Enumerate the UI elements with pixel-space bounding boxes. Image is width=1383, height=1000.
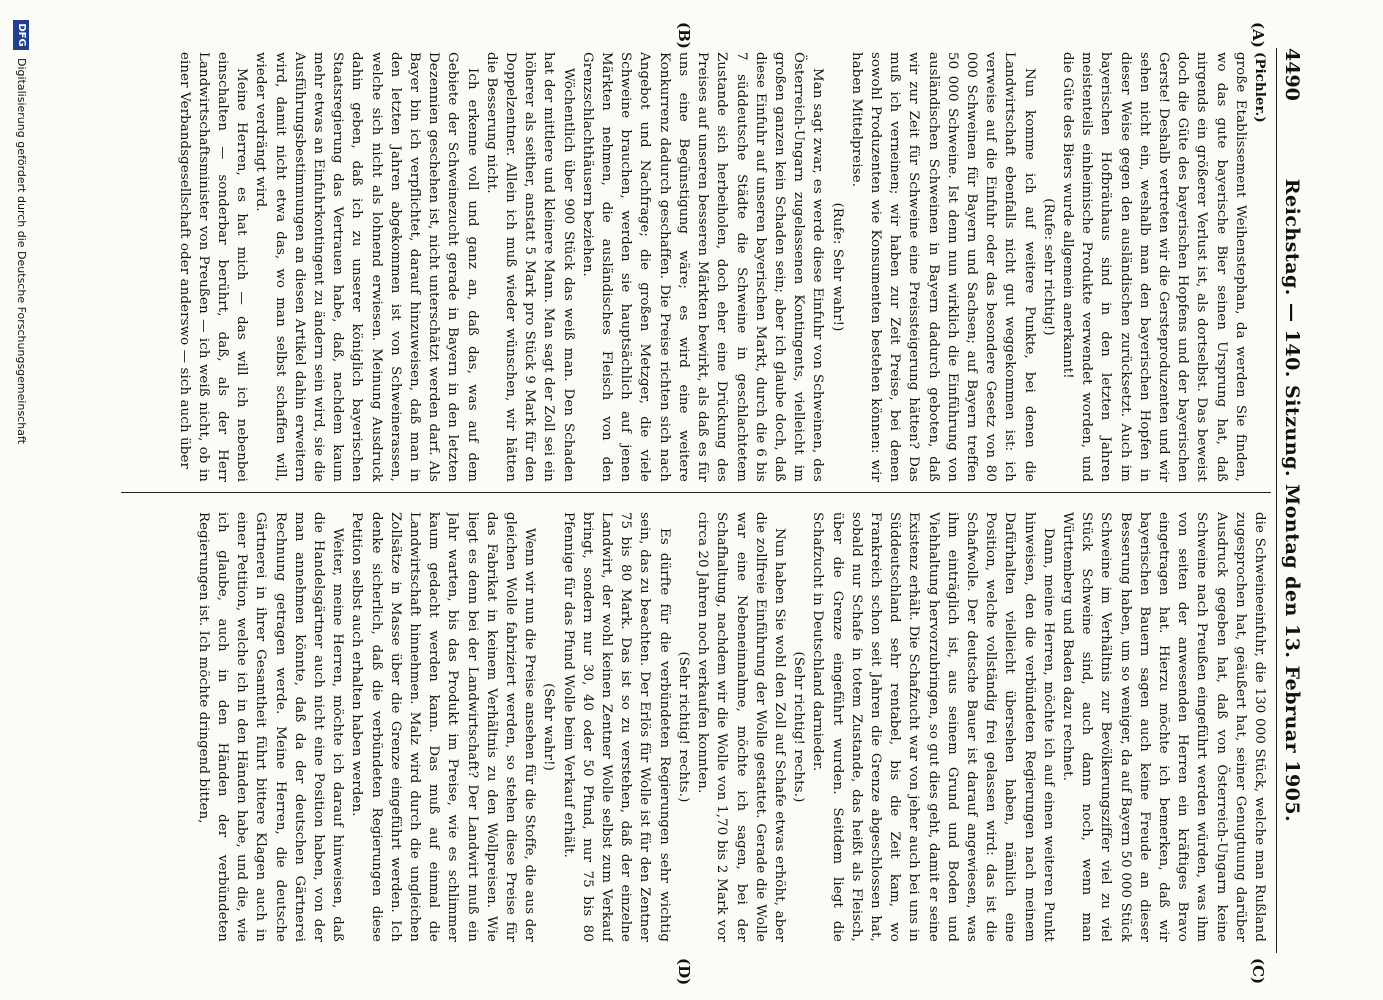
paragraph: Es dürfte für die verbündeten Regierungen sehr wichtig sein, das zu beachten. Der Erlös für Wolle ist für den Zentner 75 bis 80 Mark. Das ist so zu verstehen, daß der einzelne Landwirt, der wohl keinen Zentner Wolle selbst zum Verkauf bringt, sondern nur 30, 40 oder 50 Pfund, nur 75 bis 80 Pfennige für das Pfund Wolle beim Verkauf erhält. [560,512,672,942]
paragraph: Wenn wir nun die Preise ansehen für die Stoffe, die aus der gleichen Wolle fabriziert werden, so stehen diese Preise für das Fabrikat in keinem Verhältnis zu den Wollpreisen. Wie liegt es denn bei der Landwirtschaft? Der Landwirt muß ein Jahr warten, bis das Produkt im Preise, wie es schlimmer kaum gedacht werden kann. Das muß auf einmal die Landwirtschaft hinnehmen. Malz wird durch die ungleichen Zollsätze in Masse über die Grenze eingeführt werden. Ich denke sicherlich, daß die verbündeten Regierungen diese Petition selbst auch erhalten haben werden. [349,512,538,942]
margin-marker-a: (A) [1249,22,1267,48]
paragraph: Nun haben Sie wohl den Zoll auf Schafe etwas erhöht, aber die zollfreie Einführung der Wolle gestattet. Gerade die Wolle war eine Nebeneinnahme, möchte ich sagen, bei der Schafhaltung, nachdem wir die Wolle von 1,70 bis 2 Mark vor circa 20 Jahren noch verkaufen konnten. [695,512,787,942]
paragraph: Dann, meine Herren, möchte ich auf einen weiteren Punkt hinweisen, den die verbündeten Regierungen nach meinem Dafürhalten vielleicht übersehen haben, nämlich eine Position, welche vollständig frei gelassen wird: das ist die Schafwolle. Der deutsche Bauer ist darauf angewiesen, was ihm einträglich ist, aus seinem Grund und Boden und Viehhaltung hervorzubringen, so gut dies geht, damit er seine Existenz erhält. Die Schafzucht war von jeher auch bei uns in Süddeutschland sehr rentabel, bis die Zeit kam, wo Frankreich schon seit Jahren die Grenze abgeschlossen hat, sobald nur Schafe in totem Zustande, das heißt als Fleisch, über die Grenze eingeführt wurden. Seitdem liegt die Schafzucht in Deutschland darnieder. [810,512,1056,942]
paragraph: Nun komme ich auf weitere Punkte, bei denen die Landwirtschaft ebenfalls nicht gut weggekommen ist: ich verweise auf die Einfuhr oder das besondere Gesetz von 80 000 Schweinen für Bayern und Sachsen; auf Bayern treffen 50 000 Schweine. Ist denn nun wirklich die Einführung von ausländischen Schweinen in Bayern dadurch geboten, daß wir zur Zeit für Schweine eine Preissteigerung hätten? Das muß ich verneinen; wir haben zur Zeit Preise, bei denen sowohl Produzenten wie Konsumenten bestehen können: wir haben Mittelpreise. [848,52,1037,482]
left-text-column [119,52,1269,482]
interjection: (Rufe: sehr richtig!) [1040,198,1056,336]
paragraph: Man sagt zwar, es werde diese Einfuhr von Schweinen, des Österreich-Ungarn zugelassenen Kontingents, vielleicht im großen ganzen kein Schaden sein; aber ich glaube doch, daß diese Einfuhr auf unseren bayerischen Markt, durch die 6 bis 7 süddeutsche Städte die Schweine in geschlachtetem Zustande sich herbeiholen, doch eher eine Drückung des Preises auf unseren besseren Märkten bewirkt, als daß es für uns eine Begünstigung wäre; es wird eine weitere Konkurrenz dadurch geschaffen. Die Preise richten sich nach Angebot und Nachfrage; die großen Metzger, die viele Schweine brauchen, werden sie hauptsächlich auf jenen Märkten nehmen, die ausländisches Fleisch von den Grenzschlachthäusern beziehen. [579,52,826,482]
paragraph: die Schweineeinfuhr, die 130 000 Stück, welche man Rußland zugesprochen hat, geäußert hat, seiner Genugtuung darüber Ausdruck gegeben hat, daß von Österreich-Ungarn keine Schweine nach Preußen eingeführt werden würden, was ihm von seiten der anwesenden Herren ein kräftiges Bravo eingetragen hat. Hierzu möchte ich bemerken, daß wir bayerischen Bauern sagen auch keine Freude an dieser Besserung haben, um so weniger, da auf Bayern 50 000 Stück Schweine im Verhältnis zur Bevölkerungsziffer viel zu viel Stück Schweine sind, auch dann noch, wenn man Württemberg und Baden dazu rechnet. [1059,512,1267,942]
margin-marker-b: (B) [675,22,693,49]
dfg-logo: DFG [13,20,29,50]
margin-marker-d: (D) [675,958,693,986]
paragraph: Wöchentlich über 900 Stück das weiß man. Den Schaden hat der mittlere und kleinere Mann. Man sagt der Zoll sei ein höherer als seither, anstatt 5 Mark pro Stück 9 Mark für den Doppelzentner. Allein ich muß wieder wünschen, wir hätten die Besserung nicht. [483,52,576,482]
paragraph: große Etablissement Weihenstephan, da werden Sie finden, wo das gute bayerische Bier seinen Ursprung hat, daß nirgends ein größerer Verlust ist, als dortselbst. Das beweist doch die Güte des bayerischen Hopfens und der bayerischen Gerste! Deshalb vertreten wir die Gersteproduzenten und wir sehen nicht ein, weshalb man den bayerischen Hopfen in dieser Weise gegen den ausländischen zurücksetzt. Auch im bayerischen Hofbräuhaus sind in den letzten Jahren meistenteils einheimische Produkte verwendet worden, und die Güte des Biers wurde allgemein anerkannt! [1059,52,1248,482]
paragraph: Ich erkenne voll und ganz an, daß das, was auf dem Gebiete der Schweinezucht gerade in Bayern in den letzten Dezennien geschehen ist, nicht unterschätzt werden darf. Als Bayer bin ich verpflichtet, darauf hinzuweisen, daß man in den letzten Jahren abgekommen ist von Schweinerassen, welche sich nicht als lohnend erwiesen. Meinung Ausdruck dahin geben, daß ich zu unserer königlich bayerischen Staatsregierung das Vertrauen habe, daß, nachdem kaum mehr etwas an Einfuhrkontingent zu ändern sein wird, sie die Ausführungsbestimmungen an diesen Artikel dahin erweitern wird, damit nicht etwa das, wo man selbst schaffen will, wieder verdrängt wird. [253,52,480,482]
interjection: (Sehr richtig! rechts.) [675,651,691,803]
interjection: (Rufe: Sehr wahr!) [829,202,845,332]
paragraph: Weiter, meine Herren, möchte ich darauf hinweisen, daß die Handelsgärtner auch nicht eine Position haben, von der man annehmen könnte, daß da der deutschen Gärtnerei Rechnung getragen werde. Meine Herren, die deutsche Gärtnerei in ihrer Gesamtheit führt bittere Klagen auch in einer Petition, welche ich in den Händen habe, und die, wie ich glaube, auch in den Händen der verbündeten Regierungen ist. Ich möchte dringend bitten, [195,512,346,942]
column-divider [121,492,1271,493]
digitization-footer [10,20,30,980]
page-header [1276,48,1305,953]
running-title: Reichstag. — 140. Sitzung. Montag den 13. Februar 1905. [1281,178,1303,823]
interjection: (Sehr wahr!) [541,683,557,771]
margin-marker-c: (C) [1249,958,1267,985]
page-number: 4490 [1281,48,1303,101]
right-text-column [119,512,1269,942]
paragraph: Meine Herren, es hat mich — das will ich nebenbei einschalten — sonderbar berührt, daß, als der Herr Landwirtschaftsminister von Preußen — ich weiß nicht, ob in einer Verbandsgesellschaft oder anderswo — sich auch über [176,52,250,482]
funding-credit: Digitalisierung gefördert durch die Deutsche Forschungsgemeinschaft [15,58,28,444]
interjection: (Sehr richtig! rechts.) [791,651,807,803]
speaker-name: (Pichler.) [1252,52,1267,123]
